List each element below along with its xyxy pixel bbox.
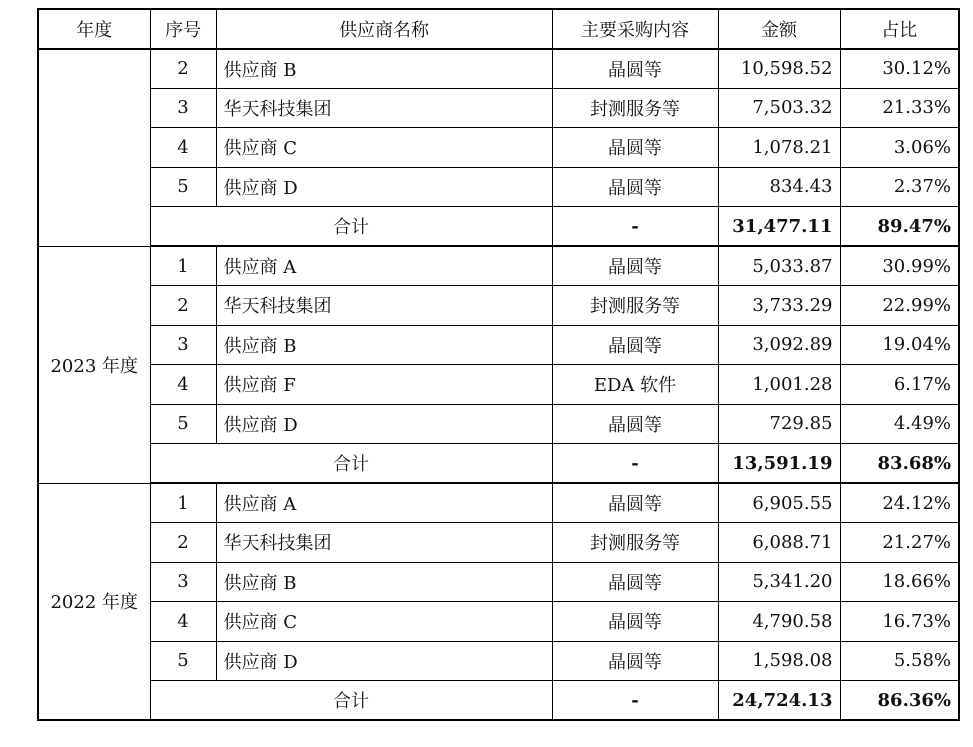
supplier-name: 供应商 C	[216, 602, 552, 642]
header-name: 供应商名称	[216, 9, 552, 49]
amount: 1,598.08	[718, 641, 840, 681]
table-row	[38, 641, 959, 681]
supplier-name: 供应商 D	[216, 404, 552, 444]
supplier-name: 供应商 A	[216, 483, 552, 523]
total-ratio: 86.36%	[840, 681, 959, 721]
total-amount: 13,591.19	[718, 444, 840, 484]
ratio: 5.58%	[840, 641, 959, 681]
row-no: 2	[150, 286, 216, 326]
table-row	[38, 365, 959, 405]
purchase-content: 晶圆等	[552, 167, 718, 207]
row-no: 3	[150, 562, 216, 602]
table-row	[38, 523, 959, 563]
row-no: 5	[150, 167, 216, 207]
header-year: 年度	[38, 9, 150, 49]
amount: 5,341.20	[718, 562, 840, 602]
total-content: -	[552, 444, 718, 484]
row-no: 1	[150, 483, 216, 523]
ratio: 2.37%	[840, 167, 959, 207]
row-no: 3	[150, 88, 216, 128]
total-label: 合计	[150, 681, 552, 721]
amount: 1,001.28	[718, 365, 840, 405]
supplier-name: 供应商 A	[216, 246, 552, 286]
supplier-table	[37, 8, 960, 721]
ratio: 4.49%	[840, 404, 959, 444]
purchase-content: 晶圆等	[552, 246, 718, 286]
row-no: 2	[150, 523, 216, 563]
row-no: 1	[150, 246, 216, 286]
amount: 6,905.55	[718, 483, 840, 523]
purchase-content: 晶圆等	[552, 49, 718, 89]
supplier-name: 华天科技集团	[216, 286, 552, 326]
purchase-content: 封测服务等	[552, 523, 718, 563]
purchase-content: 晶圆等	[552, 602, 718, 642]
supplier-name: 供应商 C	[216, 128, 552, 168]
row-no: 2	[150, 49, 216, 89]
header-ratio: 占比	[840, 9, 959, 49]
year-cell: 2022 年度	[38, 483, 150, 720]
amount: 3,733.29	[718, 286, 840, 326]
amount: 834.43	[718, 167, 840, 207]
purchase-content: 晶圆等	[552, 128, 718, 168]
supplier-name: 供应商 D	[216, 641, 552, 681]
row-no: 4	[150, 602, 216, 642]
total-row	[38, 681, 959, 721]
row-no: 5	[150, 641, 216, 681]
supplier-name: 供应商 F	[216, 365, 552, 405]
total-amount: 31,477.11	[718, 207, 840, 247]
table-row	[38, 246, 959, 286]
supplier-name: 华天科技集团	[216, 88, 552, 128]
table-row	[38, 49, 959, 89]
table-row	[38, 483, 959, 523]
table-row	[38, 128, 959, 168]
supplier-name: 供应商 D	[216, 167, 552, 207]
row-no: 5	[150, 404, 216, 444]
amount: 1,078.21	[718, 128, 840, 168]
ratio: 30.12%	[840, 49, 959, 89]
table-row	[38, 286, 959, 326]
purchase-content: 晶圆等	[552, 562, 718, 602]
year-cell: 2023 年度	[38, 246, 150, 483]
supplier-name: 华天科技集团	[216, 523, 552, 563]
header-row	[38, 9, 959, 49]
header-content: 主要采购内容	[552, 9, 718, 49]
header-no: 序号	[150, 9, 216, 49]
table-row	[38, 404, 959, 444]
total-row	[38, 207, 959, 247]
row-no: 4	[150, 128, 216, 168]
supplier-name: 供应商 B	[216, 562, 552, 602]
ratio: 3.06%	[840, 128, 959, 168]
amount: 3,092.89	[718, 325, 840, 365]
purchase-content: EDA 软件	[552, 365, 718, 405]
ratio: 6.17%	[840, 365, 959, 405]
purchase-content: 封测服务等	[552, 286, 718, 326]
total-row	[38, 444, 959, 484]
purchase-content: 晶圆等	[552, 325, 718, 365]
table-row	[38, 88, 959, 128]
amount: 4,790.58	[718, 602, 840, 642]
amount: 6,088.71	[718, 523, 840, 563]
ratio: 22.99%	[840, 286, 959, 326]
amount: 5,033.87	[718, 246, 840, 286]
purchase-content: 晶圆等	[552, 641, 718, 681]
amount: 729.85	[718, 404, 840, 444]
total-amount: 24,724.13	[718, 681, 840, 721]
purchase-content: 晶圆等	[552, 404, 718, 444]
ratio: 30.99%	[840, 246, 959, 286]
supplier-name: 供应商 B	[216, 325, 552, 365]
amount: 7,503.32	[718, 88, 840, 128]
ratio: 21.27%	[840, 523, 959, 563]
ratio: 24.12%	[840, 483, 959, 523]
amount: 10,598.52	[718, 49, 840, 89]
supplier-name: 供应商 B	[216, 49, 552, 89]
table-row	[38, 167, 959, 207]
total-label: 合计	[150, 444, 552, 484]
total-label: 合计	[150, 207, 552, 247]
total-content: -	[552, 207, 718, 247]
total-ratio: 83.68%	[840, 444, 959, 484]
ratio: 16.73%	[840, 602, 959, 642]
table-row	[38, 325, 959, 365]
row-no: 3	[150, 325, 216, 365]
header-amount: 金额	[718, 9, 840, 49]
ratio: 18.66%	[840, 562, 959, 602]
purchase-content: 晶圆等	[552, 483, 718, 523]
year-cell	[38, 49, 150, 247]
total-content: -	[552, 681, 718, 721]
row-no: 4	[150, 365, 216, 405]
ratio: 21.33%	[840, 88, 959, 128]
ratio: 19.04%	[840, 325, 959, 365]
total-ratio: 89.47%	[840, 207, 959, 247]
purchase-content: 封测服务等	[552, 88, 718, 128]
table-row	[38, 562, 959, 602]
table-row	[38, 602, 959, 642]
